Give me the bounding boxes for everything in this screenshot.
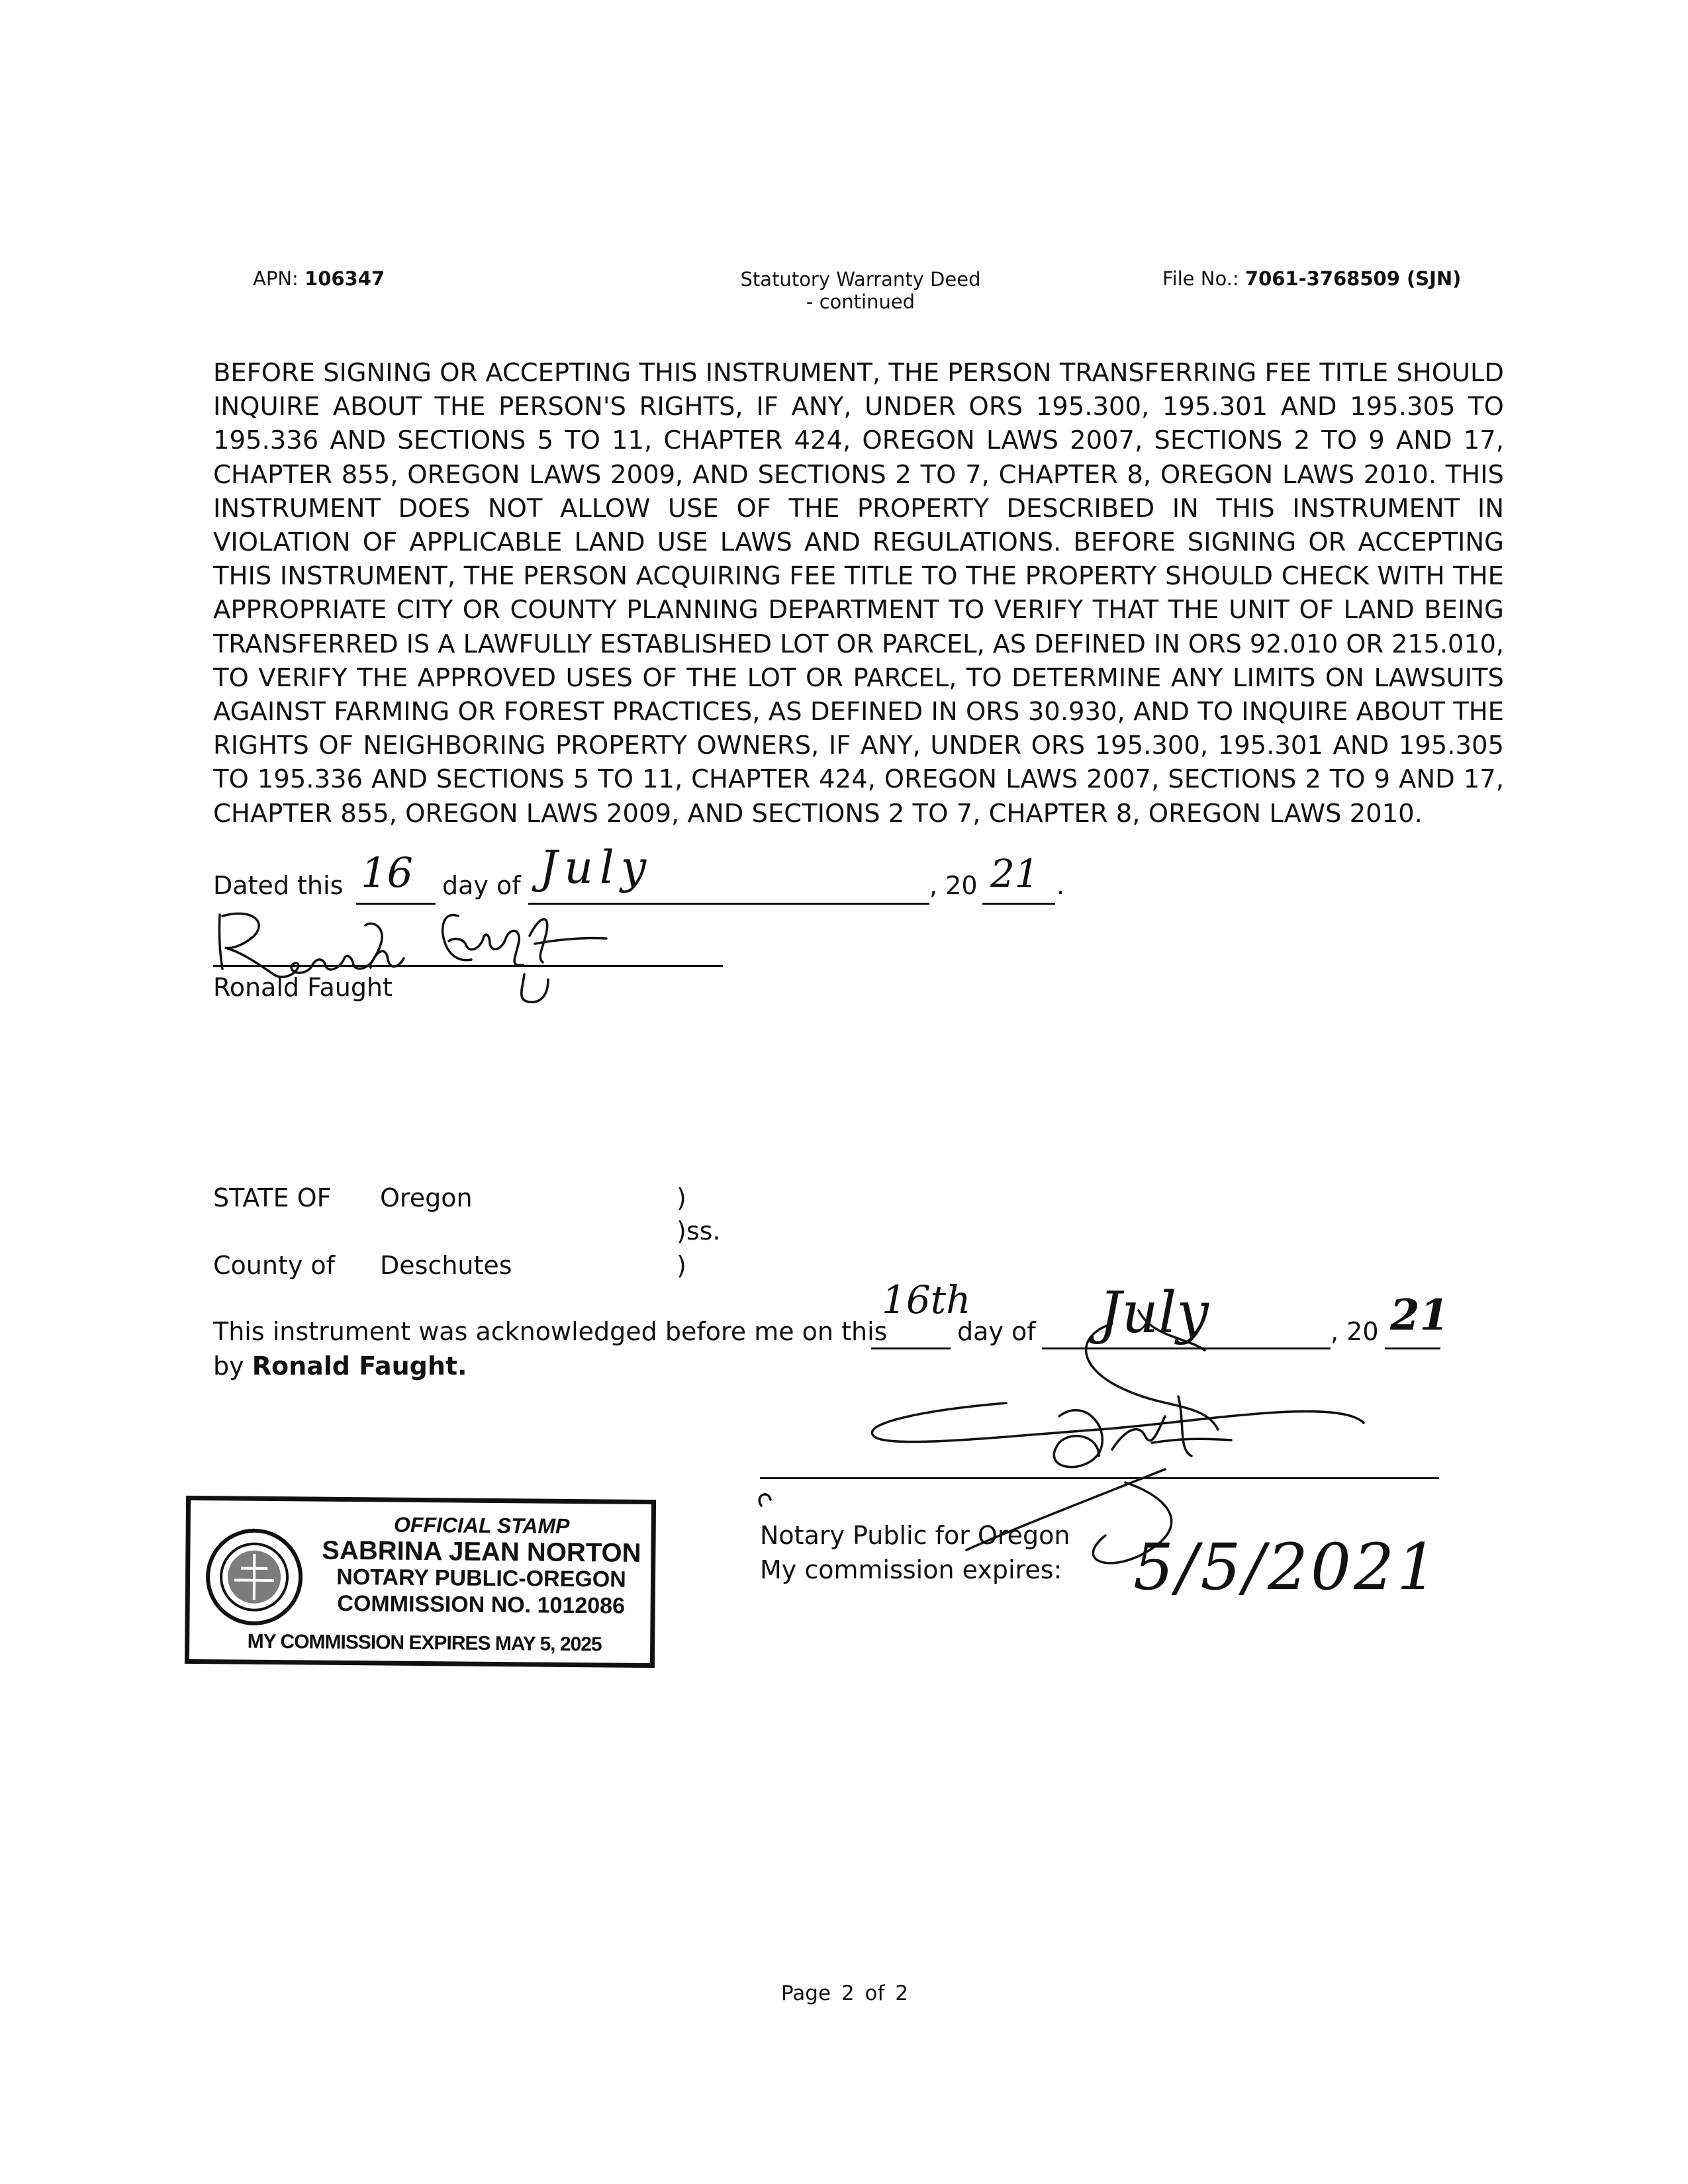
- dated-year-line: [982, 903, 1055, 905]
- venue-paren-1: ): [677, 1183, 686, 1212]
- grantor-signature-line: [213, 965, 723, 967]
- apn-label: APN:: [253, 267, 299, 290]
- dated-year-suffix: .: [1056, 871, 1065, 900]
- legal-notice-line: BEFORE SIGNING OR ACCEPTING THIS INSTRUMENT, THE PERSON TRANSFERRING FEE TITLE SHOULD: [213, 358, 1504, 388]
- ack-day-of-label: day of: [957, 1317, 1036, 1346]
- county-label: County of: [213, 1251, 336, 1280]
- document-title: Statutory Warranty Deed: [740, 268, 981, 291]
- legal-notice-line: INSTRUMENT DOES NOT ALLOW USE OF THE PROPERTY DESCRIBED IN THIS INSTRUMENT IN: [213, 493, 1504, 523]
- ack-year-handwritten: 21: [1390, 1291, 1450, 1340]
- page-number: Page 2 of 2: [781, 1981, 908, 2005]
- grantor-name: Ronald Faught: [213, 973, 393, 1002]
- stamp-line-3: NOTARY PUBLIC-OREGON: [336, 1564, 627, 1592]
- apn-field: [253, 267, 385, 290]
- ack-year-prefix: , 20: [1331, 1317, 1379, 1346]
- notary-title: Notary Public for Oregon: [760, 1521, 1070, 1550]
- ack-month-handwritten: July: [1099, 1280, 1209, 1346]
- state-value: Oregon: [380, 1183, 473, 1212]
- stamp-line-5: MY COMMISSION EXPIRES MAY 5, 2025: [247, 1630, 602, 1656]
- stamp-line-1: OFFICIAL STAMP: [393, 1512, 570, 1538]
- dated-day-of-label: day of: [442, 871, 521, 900]
- state-label: STATE OF: [213, 1183, 332, 1212]
- legal-notice-line: TO 195.336 AND SECTIONS 5 TO 11, CHAPTER 424, OREGON LAWS 2007, SECTIONS 2 TO 9 AND 17,: [213, 764, 1504, 795]
- legal-notice-line: CHAPTER 855, OREGON LAWS 2009, AND SECTIONS 2 TO 7, CHAPTER 8, OREGON LAWS 2010. THIS: [213, 459, 1504, 490]
- county-value: Deschutes: [380, 1251, 512, 1280]
- legal-notice-line: RIGHTS OF NEIGHBORING PROPERTY OWNERS, IF ANY, UNDER ORS 195.300, 195.301 AND 195.305: [213, 731, 1504, 761]
- commission-label: My commission expires:: [760, 1555, 1062, 1584]
- document-subtitle: - continued: [806, 291, 915, 313]
- official-notary-stamp: [185, 1496, 656, 1668]
- notary-signature-line: [760, 1477, 1439, 1479]
- legal-notice-line: 195.336 AND SECTIONS 5 TO 11, CHAPTER 424, OREGON LAWS 2007, SECTIONS 2 TO 9 AND 17,: [213, 426, 1504, 456]
- oregon-state-seal-icon: [204, 1527, 304, 1627]
- legal-notice-line: AGAINST FARMING OR FOREST PRACTICES, AS DEFINED IN ORS 30.930, AND TO INQUIRE ABOUT THE: [213, 697, 1504, 727]
- dated-year-prefix: , 20: [929, 871, 978, 900]
- dated-label: Dated this: [213, 871, 344, 900]
- legal-notice-line: TRANSFERRED IS A LAWFULLY ESTABLISHED LOT OR PARCEL, AS DEFINED IN ORS 92.010 OR 215.010,: [213, 629, 1504, 659]
- stamp-line-4: COMMISSION NO. 1012086: [337, 1590, 626, 1619]
- commission-date-handwritten: 5/5/2021: [1133, 1530, 1440, 1604]
- apn-value: 106347: [305, 267, 385, 290]
- ack-prefix: This instrument was acknowledged before me on this: [213, 1317, 888, 1346]
- file-value: 7061-3768509 (SJN): [1244, 267, 1462, 290]
- legal-notice-line: TO VERIFY THE APPROVED USES OF THE LOT OR PARCEL, TO DETERMINE ANY LIMITS ON LAWSUITS: [213, 662, 1504, 693]
- legal-notice-line: THIS INSTRUMENT, THE PERSON ACQUIRING FEE TITLE TO THE PROPERTY SHOULD CHECK WITH THE: [213, 561, 1504, 592]
- stamp-line-2: SABRINA JEAN NORTON: [322, 1535, 641, 1568]
- dated-month-handwritten: July: [539, 842, 653, 894]
- by-name: Ronald Faught.: [252, 1351, 467, 1381]
- legal-notice-line: APPROPRIATE CITY OR COUNTY PLANNING DEPARTMENT TO VERIFY THAT THE UNIT OF LAND BEING: [213, 595, 1504, 625]
- dated-day-handwritten: 16: [361, 848, 413, 897]
- file-label: File No.:: [1162, 267, 1239, 290]
- by-line: [213, 1351, 467, 1381]
- file-number-field: [1162, 267, 1461, 290]
- legal-notice-line: CHAPTER 855, OREGON LAWS 2009, AND SECTIONS 2 TO 7, CHAPTER 8, OREGON LAWS 2010.: [213, 798, 1423, 829]
- dated-year-handwritten: 21: [990, 851, 1039, 896]
- venue-paren-3: ): [677, 1251, 686, 1280]
- venue-ss: )ss.: [677, 1216, 721, 1246]
- by-label: by: [213, 1351, 244, 1381]
- grantor-signature: [212, 901, 635, 1021]
- legal-notice-line: VIOLATION OF APPLICABLE LAND USE LAWS AND REGULATIONS. BEFORE SIGNING OR ACCEPTING: [213, 527, 1504, 558]
- ack-day-handwritten: 16th: [882, 1277, 971, 1322]
- legal-notice: [213, 356, 1504, 831]
- legal-notice-line: INQUIRE ABOUT THE PERSON'S RIGHTS, IF ANY, UNDER ORS 195.300, 195.301 AND 195.305 TO: [213, 392, 1504, 422]
- document-title-block: [662, 266, 1059, 315]
